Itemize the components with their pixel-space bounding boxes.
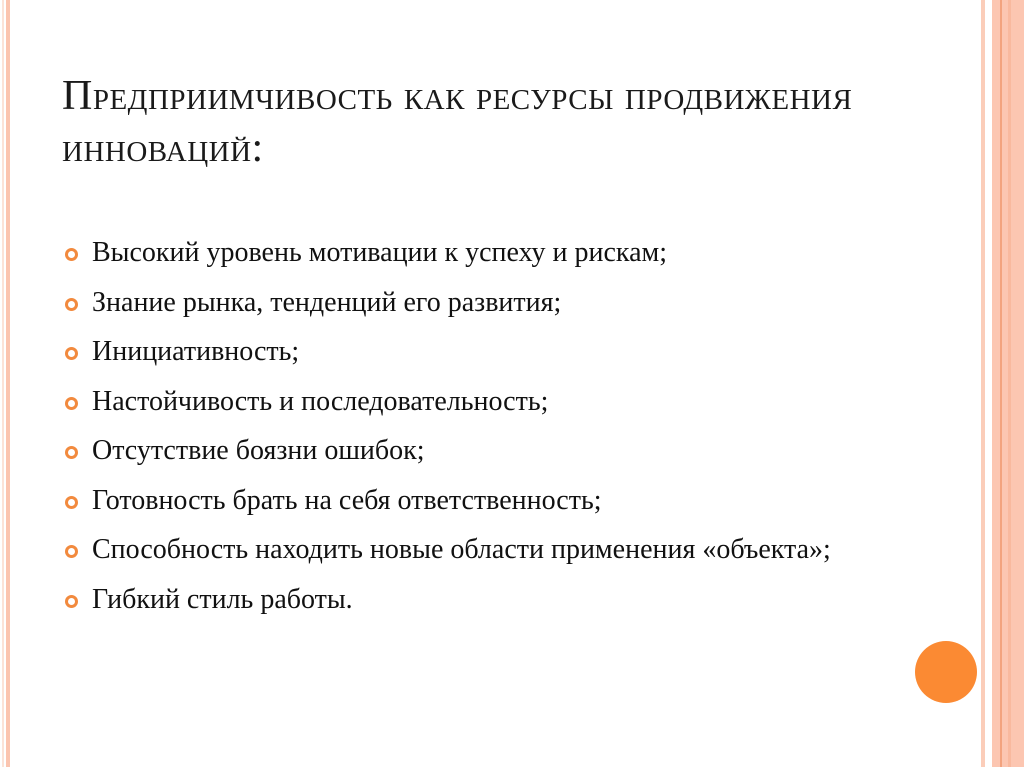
slide-title: Предприимчивость как ресурсы продвижения инноваций: — [62, 73, 853, 171]
ring-bullet-icon — [65, 446, 78, 459]
left-border-stripe — [6, 0, 10, 767]
list-item-text: Знание рынка, тенденций его развития; — [92, 286, 562, 318]
ring-bullet-icon — [65, 496, 78, 509]
list-item — [64, 581, 864, 620]
list-item — [64, 284, 864, 323]
bullet-list — [64, 234, 864, 630]
right-border-stripe-thin — [981, 0, 985, 767]
list-item — [64, 482, 864, 521]
list-item — [64, 234, 864, 273]
ring-bullet-icon — [65, 595, 78, 608]
list-item-text: Настойчивость и последовательность; — [92, 385, 549, 417]
ring-bullet-icon — [65, 545, 78, 558]
right-border-line-dark — [1000, 0, 1002, 767]
ring-bullet-icon — [65, 397, 78, 410]
list-item-text: Высокий уровень мотивации к успеху и рискам; — [92, 237, 668, 268]
list-item-text: Отсутствие боязни ошибок; — [92, 435, 425, 466]
list-item — [64, 383, 864, 422]
list-item — [64, 333, 864, 372]
list-item-text: Способность находить новые области применения «объекта»; — [92, 534, 831, 565]
list-item — [64, 432, 864, 471]
left-border-stripe-thin — [2, 0, 4, 767]
ring-bullet-icon — [65, 248, 78, 261]
right-border-line — [1008, 0, 1011, 767]
ring-bullet-icon — [65, 298, 78, 311]
decorative-orange-circle — [915, 641, 977, 703]
ring-bullet-icon — [65, 347, 78, 360]
list-item-text: Гибкий стиль работы. — [92, 583, 353, 615]
list-item-text: Готовность брать на себя ответственность; — [92, 484, 602, 516]
list-item-text: Инициативность; — [92, 336, 300, 367]
list-item — [64, 531, 862, 570]
